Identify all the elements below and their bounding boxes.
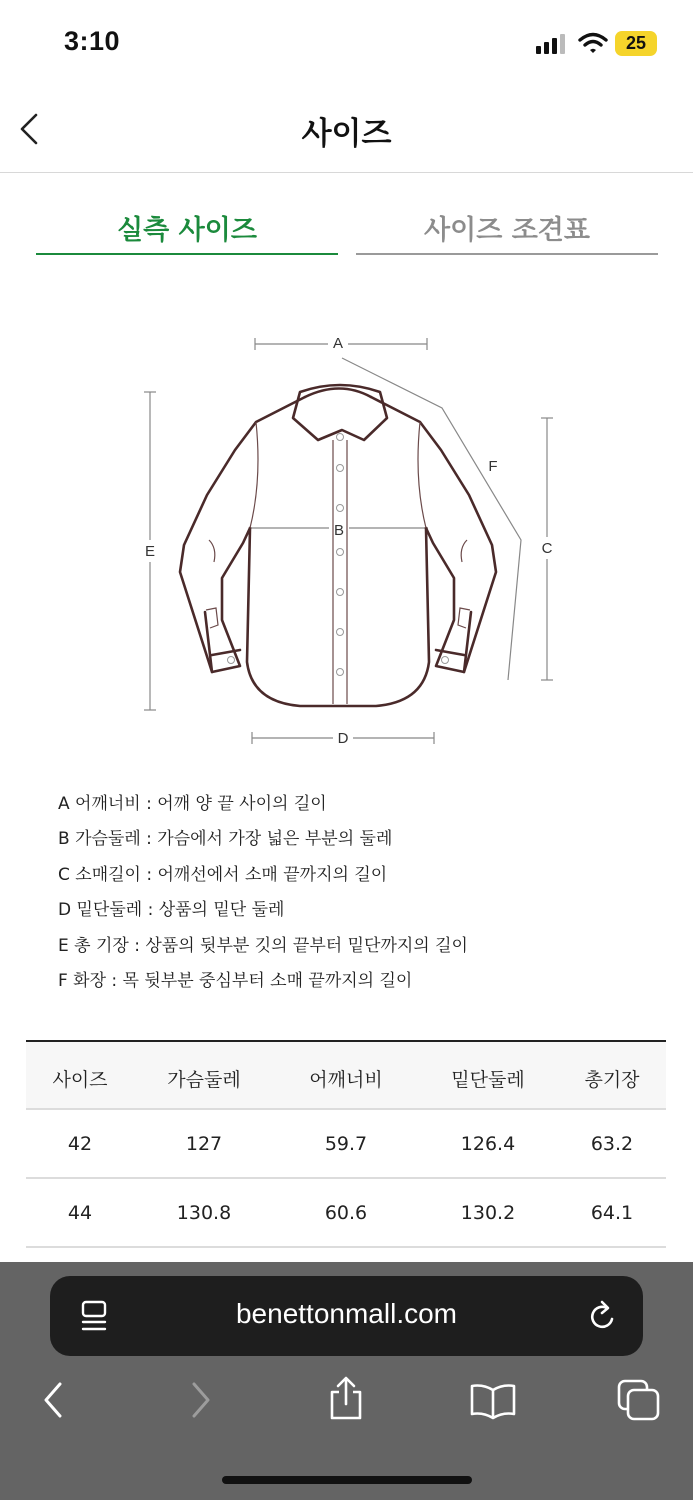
table-cell: 63.2 — [590, 1133, 634, 1155]
browser-back-icon[interactable] — [36, 1380, 70, 1420]
tabs-icon[interactable] — [616, 1378, 662, 1422]
table-cell: 64.1 — [590, 1202, 634, 1224]
url-text[interactable]: benettonmall.com — [235, 1298, 457, 1329]
label-c: C — [541, 540, 553, 557]
shirt-buttons — [228, 434, 449, 676]
label-f: F — [488, 458, 498, 475]
table-header-cell: 어깨너비 — [309, 1069, 383, 1091]
reload-icon[interactable] — [588, 1300, 620, 1334]
table-header-cell: 총기장 — [584, 1069, 640, 1091]
shirt-outline — [180, 385, 496, 706]
table-cell: 127 — [185, 1133, 223, 1155]
status-time: 3:10 — [64, 26, 121, 56]
table-cell: 60.6 — [324, 1202, 368, 1224]
table-cell: 59.7 — [324, 1133, 368, 1155]
share-icon[interactable] — [326, 1376, 366, 1422]
tab-size-chart[interactable]: 사이즈 조견표 — [424, 215, 590, 246]
label-a: A — [332, 335, 344, 352]
legend-item: A 어깨너비 : 어깨 양 끝 사이의 길이 — [58, 794, 327, 814]
table-cell: 130.8 — [176, 1202, 232, 1224]
label-b: B — [333, 522, 345, 539]
table-cell: 42 — [67, 1133, 93, 1155]
battery-indicator: 25 — [615, 31, 657, 56]
browser-forward-icon[interactable] — [184, 1380, 218, 1420]
legend-item: E 총 기장 : 상품의 뒷부분 깃의 끝부터 밑단까지의 길이 — [58, 936, 468, 956]
bookmarks-icon[interactable] — [469, 1382, 517, 1420]
shirt-details — [206, 422, 470, 704]
table-divider — [26, 1246, 666, 1248]
table-header-cell: 밑단둘레 — [451, 1069, 525, 1091]
table-cell: 44 — [67, 1202, 93, 1224]
home-indicator — [222, 1476, 472, 1484]
label-d: D — [337, 730, 349, 747]
table-header-cell: 사이즈 — [52, 1069, 108, 1091]
table-header-cell: 가슴둘레 — [167, 1069, 241, 1091]
legend-item: D 밑단둘레 : 상품의 밑단 둘레 — [58, 900, 285, 920]
label-e: E — [144, 543, 156, 560]
legend-item: C 소매길이 : 어깨선에서 소매 끝까지의 길이 — [58, 865, 388, 885]
page-title: 사이즈 — [301, 116, 392, 152]
table-cell: 130.2 — [460, 1202, 516, 1224]
table-divider — [26, 1177, 666, 1179]
legend-item: F 화장 : 목 뒷부분 중심부터 소매 끝까지의 길이 — [58, 971, 413, 991]
tab-actual-size[interactable]: 실측 사이즈 — [117, 215, 257, 246]
table-divider — [26, 1108, 666, 1110]
table-cell: 126.4 — [460, 1133, 516, 1155]
legend-item: B 가슴둘레 : 가슴에서 가장 넓은 부분의 둘레 — [58, 829, 393, 849]
